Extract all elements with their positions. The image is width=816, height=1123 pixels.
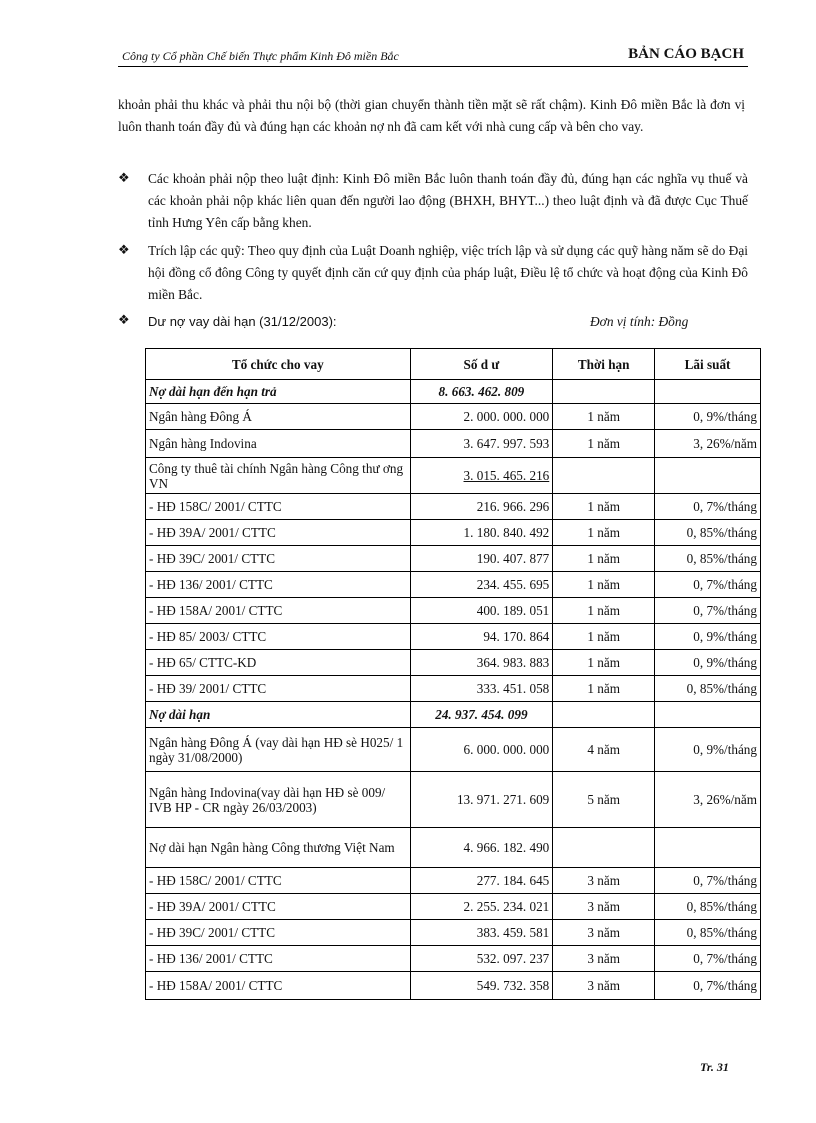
cell-term: 1 năm [553,572,655,598]
cell-term: 1 năm [553,676,655,702]
cell-balance: 333. 451. 058 [410,676,553,702]
cell-term: 1 năm [553,546,655,572]
cell-lender: - HĐ 39C/ 2001/ CTTC [146,920,411,946]
cell-balance: 6. 000. 000. 000 [410,728,553,772]
bullet-text: Trích lập các quỹ: Theo quy định của Luật Doanh nghiệp, việc trích lập và sử dụng các quỹ hàng năm sẽ do Đại hội đồng cổ đông Công ty quyết định căn cứ quy định của pháp luật, Điều lệ tổ chức và hoạt động của Kinh Đô miền Bắc. [148,243,748,302]
table-header-row [146,349,761,380]
cell-lender: - HĐ 158A/ 2001/ CTTC [146,598,411,624]
cell-term [553,702,655,728]
cell-lender: - HĐ 158A/ 2001/ CTTC [146,972,411,1000]
debt-table [145,348,761,1000]
cell-balance: 13. 971. 271. 609 [410,772,553,828]
cell-rate: 0, 7%/tháng [655,868,761,894]
cell-term: 3 năm [553,946,655,972]
cell-term: 1 năm [553,520,655,546]
table-row [146,404,761,430]
cell-rate: 0, 85%/tháng [655,546,761,572]
col-header-lender: Tổ chức cho vay [146,349,411,380]
cell-rate: 0, 85%/tháng [655,520,761,546]
table-section-row [146,380,761,404]
cell-rate: 0, 7%/tháng [655,494,761,520]
table-row [146,920,761,946]
cell-lender: - HĐ 39C/ 2001/ CTTC [146,546,411,572]
table-row [146,546,761,572]
cell-term [553,458,655,494]
cell-term: 3 năm [553,894,655,920]
cell-term: 1 năm [553,404,655,430]
cell-balance: 2. 000. 000. 000 [410,404,553,430]
cell-rate: 0, 9%/tháng [655,728,761,772]
cell-lender: - HĐ 39A/ 2001/ CTTC [146,520,411,546]
cell-balance: 4. 966. 182. 490 [410,828,553,868]
col-header-balance: Số d ư [410,349,553,380]
cell-lender: - HĐ 39A/ 2001/ CTTC [146,894,411,920]
table-row [146,868,761,894]
bullet-item [118,168,748,234]
diamond-bullet-icon: ❖ [118,313,130,328]
diamond-bullet-icon: ❖ [118,171,130,186]
table-row [146,572,761,598]
table-section-row [146,702,761,728]
cell-rate: 0, 7%/tháng [655,572,761,598]
cell-lender: - HĐ 85/ 2003/ CTTC [146,624,411,650]
cell-balance: 1. 180. 840. 492 [410,520,553,546]
table-row [146,520,761,546]
cell-term: 1 năm [553,650,655,676]
currency-unit: Đơn vị tính: Đồng [590,314,689,329]
cell-lender: - HĐ 39/ 2001/ CTTC [146,676,411,702]
report-title: BẢN CÁO BẠCH [628,46,744,62]
cell-rate: 0, 9%/tháng [655,404,761,430]
cell-term: 3 năm [553,868,655,894]
cell-balance: 8. 663. 462. 809 [410,380,553,404]
cell-term: 3 năm [553,972,655,1000]
table-row [146,894,761,920]
cell-rate: 3, 26%/năm [655,430,761,458]
table-row [146,772,761,828]
cell-rate: 0, 9%/tháng [655,650,761,676]
cell-balance: 549. 732. 358 [410,972,553,1000]
table-row [146,598,761,624]
page-number: Tr. 31 [700,1060,729,1074]
table-row [146,494,761,520]
cell-rate: 0, 85%/tháng [655,676,761,702]
cell-balance: 364. 983. 883 [410,650,553,676]
cell-balance: 532. 097. 237 [410,946,553,972]
cell-lender: Ngân hàng Đông Á [146,404,411,430]
table-row [146,650,761,676]
cell-lender: Công ty thuê tài chính Ngân hàng Công thư ơng VN [146,458,411,494]
cell-rate: 0, 7%/tháng [655,598,761,624]
cell-balance: 3. 015. 465. 216 [410,458,553,494]
cell-lender: - HĐ 65/ CTTC-KD [146,650,411,676]
col-header-rate: Lãi suất [655,349,761,380]
cell-balance: 3. 647. 997. 593 [410,430,553,458]
cell-lender: Nợ dài hạn đến hạn trả [146,380,411,404]
intro-paragraph: khoản phải thu khác và phải thu nội bộ (thời gian chuyển thành tiền mặt sẽ rất chậm). Kinh Đô miền Bắc là đơn vị luôn thanh toán đầy đủ và đúng hạn các khoản nợ nh đã cam kết với nhà cung cấp và bên cho vay. [118,97,745,134]
cell-balance: 190. 407. 877 [410,546,553,572]
cell-term: 1 năm [553,624,655,650]
cell-lender: - HĐ 158C/ 2001/ CTTC [146,868,411,894]
cell-balance: 400. 189. 051 [410,598,553,624]
table-row [146,458,761,494]
cell-term: 4 năm [553,728,655,772]
cell-term: 3 năm [553,920,655,946]
cell-lender: - HĐ 136/ 2001/ CTTC [146,572,411,598]
cell-rate: 0, 9%/tháng [655,624,761,650]
cell-term [553,380,655,404]
cell-rate: 0, 85%/tháng [655,920,761,946]
cell-rate [655,380,761,404]
cell-term: 1 năm [553,598,655,624]
bullet-text: Các khoản phải nộp theo luật định: Kinh Đô miền Bắc luôn thanh toán đầy đủ, đúng hạn các nghĩa vụ thuế và các khoản phải nộp khác liên quan đến người lao động (BHXH, BHYT...) theo luật định và đã được Cục Thuế tỉnh Hưng Yên cấp bằng khen. [148,171,748,230]
cell-lender: - HĐ 158C/ 2001/ CTTC [146,494,411,520]
cell-term: 5 năm [553,772,655,828]
table-row [146,676,761,702]
cell-rate [655,828,761,868]
cell-lender: Nợ dài hạn [146,702,411,728]
cell-term: 1 năm [553,430,655,458]
debt-table-body [146,380,761,1000]
table-row [146,946,761,972]
col-header-term: Thời hạn [553,349,655,380]
page-header [118,46,748,67]
cell-term [553,828,655,868]
table-row [146,430,761,458]
cell-balance: 94. 170. 864 [410,624,553,650]
cell-balance: 277. 184. 645 [410,868,553,894]
cell-lender: Ngân hàng Indovina(vay dài hạn HĐ sè 009/ IVB HP - CR ngày 26/03/2003) [146,772,411,828]
cell-balance: 2. 255. 234. 021 [410,894,553,920]
cell-rate [655,458,761,494]
cell-balance: 234. 455. 695 [410,572,553,598]
cell-lender: Ngân hàng Indovina [146,430,411,458]
cell-balance: 383. 459. 581 [410,920,553,946]
company-name: Công ty Cổ phần Chế biến Thực phẩm Kinh Đô miền Bắc [122,49,399,63]
table-row [146,624,761,650]
cell-balance: 24. 937. 454. 099 [410,702,553,728]
table-row [146,728,761,772]
cell-lender: Ngân hàng Đông Á (vay dài hạn HĐ sè H025/ 1 ngày 31/08/2000) [146,728,411,772]
diamond-bullet-icon: ❖ [118,243,130,258]
cell-rate [655,702,761,728]
cell-rate: 0, 85%/tháng [655,894,761,920]
cell-lender: Nợ dài hạn Ngân hàng Công thương Việt Nam [146,828,411,868]
debt-heading [118,313,748,335]
table-row [146,972,761,1000]
cell-rate: 3, 26%/năm [655,772,761,828]
cell-term: 1 năm [553,494,655,520]
cell-rate: 0, 7%/tháng [655,972,761,1000]
debt-title: Dư nợ vay dài hạn (31/12/2003): [148,314,337,329]
bullet-item [118,240,748,306]
cell-balance: 216. 966. 296 [410,494,553,520]
cell-lender: - HĐ 136/ 2001/ CTTC [146,946,411,972]
cell-rate: 0, 7%/tháng [655,946,761,972]
table-row [146,828,761,868]
